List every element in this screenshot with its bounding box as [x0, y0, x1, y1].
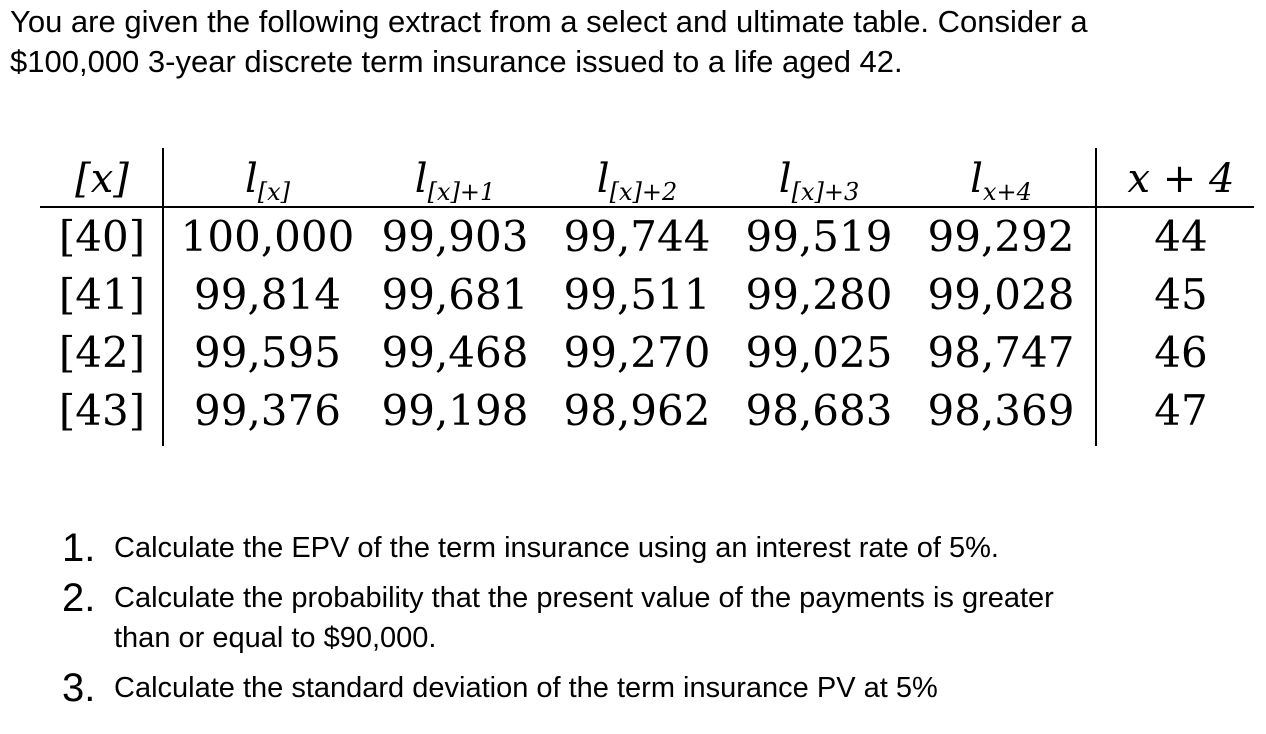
table-cell: 98,683: [745, 386, 893, 435]
intro-line-1: You are given the following extract from a select and ultimate table. Consider a: [10, 4, 1088, 39]
question-text: Calculate the EPV of the term insurance using an interest rate of 5%.: [114, 532, 999, 564]
header-l-ultimate: $l_{x+4}$: [970, 156, 1032, 206]
table-cell: 99,681: [381, 270, 529, 319]
question-number: 2.: [62, 576, 96, 620]
table-cell: 100,000: [180, 212, 355, 261]
table-cell: 99,595: [194, 328, 341, 377]
question-number: 1.: [62, 526, 96, 570]
header-l-select-plus-3: $l_{[x]+3}$: [778, 156, 860, 206]
question-text-continued: than or equal to $90,000.: [114, 622, 437, 654]
header-x-select: [x]: [75, 156, 129, 202]
table-cell: 99,814: [194, 270, 341, 319]
table-cell: 99,519: [745, 212, 893, 261]
table-cell: [41]: [58, 270, 146, 319]
table-cell: [42]: [58, 328, 146, 377]
table-cell: [43]: [58, 386, 146, 435]
header-l-select: $l_{[x]}$: [244, 156, 291, 206]
table-cell: 47: [1154, 386, 1208, 435]
table-cell: 98,369: [927, 386, 1075, 435]
problem-intro: [10, 2, 1250, 82]
column-divider-right: [1095, 148, 1097, 446]
header-l-select-plus-2: $l_{[x]+2}$: [596, 156, 678, 206]
table-cell: 99,028: [927, 270, 1075, 319]
table-cell: 46: [1154, 328, 1208, 377]
table-cell: 45: [1154, 270, 1208, 319]
question-item: [62, 668, 1252, 708]
table-cell: 99,025: [745, 328, 893, 377]
table-cell: 99,511: [563, 270, 711, 319]
question-item: [62, 578, 1252, 658]
header-x-plus-4: x + 4: [1127, 156, 1235, 202]
table-cell: 44: [1154, 212, 1208, 261]
table-cell: 99,468: [381, 328, 529, 377]
table-cell: 99,903: [381, 212, 529, 261]
question-item: [62, 528, 1252, 568]
question-text: Calculate the probability that the present value of the payments is greater: [114, 582, 1054, 614]
table-cell: 99,198: [381, 386, 529, 435]
header-l-select-plus-1: $l_{[x]+1}$: [414, 156, 496, 206]
intro-line-2: $100,000 3-year discrete term insurance issued to a life aged 42.: [10, 44, 903, 79]
question-number: 3.: [62, 666, 96, 710]
table-cell: 99,744: [563, 212, 711, 261]
table-cell: 99,270: [563, 328, 711, 377]
table-cell: 98,747: [927, 328, 1075, 377]
column-divider-left: [162, 148, 164, 446]
table-cell: 99,292: [927, 212, 1075, 261]
table-cell: 99,280: [745, 270, 893, 319]
table-cell: 99,376: [194, 386, 341, 435]
table-cell: [40]: [58, 212, 146, 261]
question-text: Calculate the standard deviation of the term insurance PV at 5%: [114, 672, 938, 704]
question-list: [62, 528, 1252, 718]
select-ultimate-table: [40, 148, 1254, 446]
table-cell: 98,962: [563, 386, 711, 435]
